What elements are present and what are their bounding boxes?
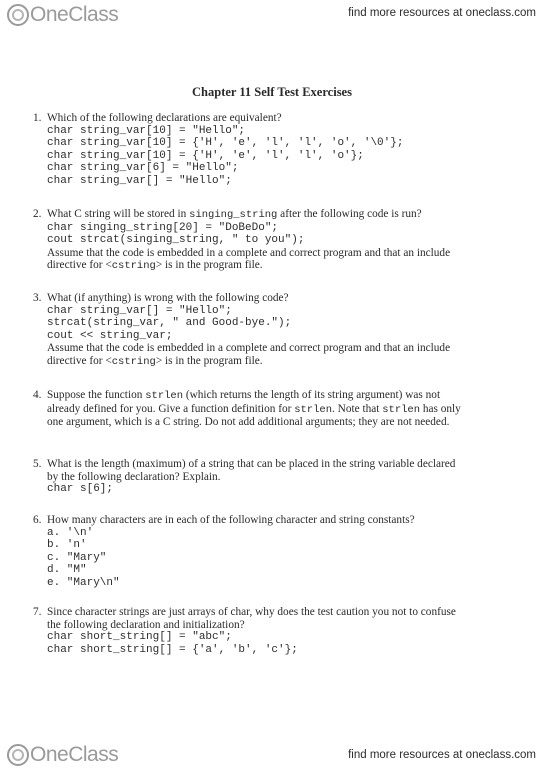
code-line: cout strcat(singing_string, " to you"); (47, 234, 305, 247)
question-number: 7. (33, 606, 42, 618)
page-footer (0, 738, 544, 768)
code-line: e. "Mary\n" (47, 576, 120, 589)
code-line: char string_var[] = "Hello"; (47, 304, 232, 317)
question-number: 5. (33, 458, 42, 470)
code-line: b. 'n' (47, 539, 87, 552)
question-3 (33, 292, 463, 369)
question-number: 3. (33, 292, 42, 304)
resources-link[interactable]: find more resources at oneclass.com (348, 7, 536, 19)
question-text: What (if anything) is wrong with the following code? (47, 292, 289, 304)
question-6 (33, 514, 463, 590)
code-line: char short_string[] = {'a', 'b', 'c'}; (47, 643, 298, 656)
oneclass-logo[interactable] (7, 3, 118, 27)
question-text: What is the length (maximum) of a string that can be placed in the string variable declared by the following declaration? Explain. (47, 458, 456, 483)
question-text: Since character strings are just arrays of char, why does the test caution you not to confuse the following declaration and initialization? (47, 606, 456, 631)
oneclass-logo[interactable] (7, 743, 118, 767)
question-5 (33, 458, 463, 496)
code-line: char string_var[] = "Hello"; (47, 174, 232, 187)
question-1 (33, 112, 463, 188)
question-number: 4. (33, 389, 42, 401)
code-line: char string_var[6] = "Hello"; (47, 162, 239, 175)
question-text: How many characters are in each of the following character and string constants? (47, 514, 415, 526)
page-title: Chapter 11 Self Test Exercises (192, 85, 352, 99)
question-number: 1. (33, 112, 42, 124)
logo-text: OneClass (30, 3, 119, 26)
resources-link[interactable]: find more resources at oneclass.com (348, 749, 536, 761)
code-line: char string_var[10] = {'H', 'e', 'l', 'l', 'o'}; (47, 149, 364, 162)
code-line: c. "Mary" (47, 551, 107, 564)
question-note: Assume that the code is embedded in a complete and correct program and that an include directive for <cstring> is in the program file. (47, 246, 451, 273)
question-number: 6. (33, 514, 42, 526)
question-text: Which of the following declarations are equivalent? (47, 112, 282, 124)
code-line: char string_var[10] = "Hello"; (47, 124, 246, 137)
code-line: char s[6]; (47, 483, 114, 496)
question-text: Suppose the function strlen (which returns the length of its string argument) was not already defined for you. Give a function definition for strlen. Note that strlen has only one argument, which is a C string. Do not add additional arguments; they are not needed. (47, 389, 461, 429)
code-line: char string_var[10] = {'H', 'e', 'l', 'l', 'o', '\0'}; (47, 137, 404, 150)
question-2 (33, 208, 463, 273)
oneclass-logo-icon (7, 744, 29, 766)
code-line: char singing_string[20] = "DoBeDo"; (47, 221, 279, 234)
question-7 (33, 606, 463, 656)
question-number: 2. (33, 208, 42, 220)
code-line: cout << string_var; (47, 329, 173, 342)
code-line: d. "M" (47, 564, 87, 577)
logo-text: OneClass (30, 743, 119, 766)
code-line: char short_string[] = "abc"; (47, 631, 232, 644)
question-text: What C string will be stored in singing_string after the following code is run? (47, 208, 422, 221)
page-header (0, 0, 544, 30)
code-line: a. '\n' (47, 526, 94, 539)
question-4 (33, 389, 463, 429)
code-line: strcat(string_var, " and Good-bye."); (47, 317, 292, 330)
oneclass-logo-icon (7, 4, 29, 26)
question-note: Assume that the code is embedded in a complete and correct program and that an include directive for <cstring> is in the program file. (47, 342, 451, 368)
